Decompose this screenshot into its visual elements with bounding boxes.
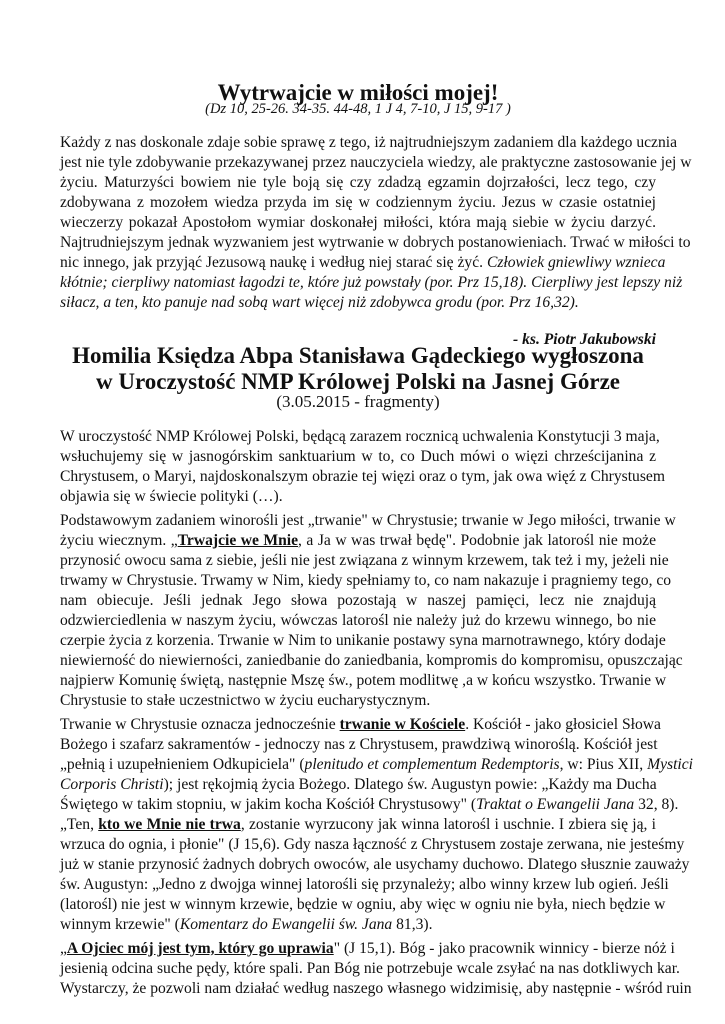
text-run: niewierność do niewierności, zaniedbanie do zaniedbania, kompromis do kompromisu, opuszczając: [60, 652, 683, 669]
text-line: [60, 611, 656, 631]
italic-text: plenitudo et complementum Redemptoris: [304, 756, 560, 773]
homily-paragraph: [60, 427, 665, 507]
homily-title: [60, 343, 656, 395]
text-line: [60, 591, 656, 611]
homily-title-line: Homilia Księdza Abpa Stanisława Gądeckiego wygłoszona: [72, 343, 644, 368]
text-run: św. Augustyn: „Jedno z dwojga winnej latorośli się przynależy; albo winny krzew lub ogień. Jeśli: [60, 876, 669, 893]
text-run: wsłuchujemy się w jasnogórskim sanktuarium w to, co Duch mówi o więzi chrześcijanina z: [60, 448, 656, 465]
text-run: Trwanie w Chrystusie oznacza jednocześnie: [60, 716, 340, 733]
text-line: [60, 815, 656, 835]
emphasized-quote: trwanie w Kościele: [339, 716, 466, 733]
emphasized-quote: kto we Mnie nie trwa: [98, 816, 241, 833]
text-line: [60, 293, 656, 313]
text-run: życiu wiecznym. „: [60, 532, 178, 549]
scripture-references: (Dz 10, 25-26. 34-35. 44-48, 1 J 4, 7-10, J 15, 9-17 ): [205, 101, 511, 117]
text-line: [60, 875, 669, 895]
text-line: [60, 631, 666, 651]
text-line: [60, 253, 666, 273]
article-paragraph: [60, 133, 692, 313]
text-line: [60, 467, 665, 487]
text-run: nic innego, jak przyjąć Jezusową naukę i według niej starać się żyć.: [60, 254, 487, 271]
text-line: [60, 133, 678, 153]
text-line: [60, 487, 656, 507]
text-run: , a Ja w was trwał będę". Podobnie jak latorośl nie może: [298, 532, 657, 549]
italic-text: Mystici: [647, 756, 694, 773]
text-run: objawia się w świecie polityki (…).: [60, 488, 283, 505]
author-signature: - ks. Piotr Jakubowski: [513, 331, 656, 348]
text-line: [60, 671, 667, 691]
text-line: [60, 213, 656, 233]
text-run: „Ten,: [60, 816, 99, 833]
text-line: [60, 531, 656, 551]
text-run: winnym krzewie" (: [60, 916, 180, 933]
emphasized-quote: A Ojciec mój jest tym, który go uprawia: [66, 940, 334, 957]
text-run: Chrystusem, o Maryi, najdoskonalszym obrazie tej więzi oraz o tym, jak owa więź z Chrystusem: [60, 468, 665, 485]
italic-text: kłótnie; cierpliwy natomiast łagodzi te, które już powstały (por. Prz 15,18). Cierpliwy jest lepszy niż: [60, 274, 683, 291]
text-line: [60, 447, 656, 467]
text-run: Każdy z nas doskonale zdaje sobie sprawę z tego, iż najtrudniejszym zadaniem dla każdego ucznia: [60, 134, 678, 151]
italic-text: Komentarz do Ewangelii św. Jana: [179, 916, 393, 933]
text-line: [60, 273, 683, 293]
text-run: W uroczystość NMP Królowej Polski, będącą zarazem rocznicą uchwalenia Konstytucji 3 maja,: [60, 428, 660, 445]
text-run: , zostanie wyrzucony jak winna latorośl i uschnie. I zbiera się ją, i: [240, 816, 656, 833]
homily-date: (3.05.2015 - fragmenty): [276, 392, 440, 411]
text-run: Bożego i szafarz sakramentów - jednoczy nas z Chrystusem, prawdziwą winoroślą. Kościół jest: [60, 736, 658, 753]
homily-paragraph: [60, 511, 683, 711]
text-run: przynosić owocu sama z siebie, jeśli nie jest związana z winnym krzewem, tak też i my, jeżeli nie: [60, 552, 669, 569]
emphasized-quote: Trwajcie we Mnie: [177, 532, 299, 549]
text-run: Podstawowym zadaniem winorośli jest „trwanie" w Chrystusie; trwanie w Jego miłości, trwanie w: [60, 512, 676, 529]
text-line: [60, 979, 692, 999]
text-run: , w: Pius XII,: [559, 756, 648, 773]
italic-text: Traktat o Ewangelii Jana: [476, 796, 635, 813]
text-line: [60, 895, 666, 915]
text-run: . Kościół - jako głosiciel Słowa: [465, 716, 661, 733]
text-run: „pełnią i uzupełnieniem Odkupiciela" (: [60, 756, 305, 773]
text-run: odzwierciedlenia w naszym życiu, wówczas latorośl nie należy już do krzewu winnego, bo nie: [60, 612, 656, 629]
text-line: [60, 775, 656, 795]
text-run: Świętego w takim stopniu, w jakim kocha Kościół Chrystusowy" (: [60, 796, 477, 813]
italic-text: Człowiek gniewliwy wznieca: [486, 254, 666, 271]
text-line: [60, 735, 656, 755]
text-line: [60, 651, 683, 671]
text-line: [60, 755, 694, 775]
text-line: [60, 173, 656, 193]
text-run: ); jest rękojmią życia Bożego. Dlatego św. Augustyn powie: „Każdy ma Ducha: [163, 776, 657, 793]
text-run: jesienią odcina suche pędy, które spali. Pan Bóg nie potrzebuje wcale zsyłać na nas dotkliwych kar.: [60, 960, 680, 977]
text-line: [60, 551, 669, 571]
text-run: nam obiecuje. Jeśli jednak Jego słowa pozostają w naszej pamięci, lecz nie znajdują: [60, 592, 656, 609]
homily-paragraph: [60, 715, 694, 935]
text-run: „: [60, 940, 67, 957]
text-line: [60, 855, 690, 875]
text-line: [60, 153, 692, 173]
text-run: już w stanie przynosić żadnych dobrych owoców, ale usychamy duchowo. Dlatego słusznie zauważy: [60, 856, 690, 873]
text-run: życiu. Maturzyści bowiem nie tyle boją się czy zdadzą egzamin dojrzałości, lecz tego, czy: [60, 174, 656, 191]
text-line: [60, 233, 691, 253]
text-run: 81,3).: [392, 916, 433, 933]
text-line: [60, 511, 676, 531]
text-run: wieczerzy pokazał Apostołom wymiar doskonałej miłości, która mają siebie w życiu darzyć.: [60, 214, 656, 231]
text-run: najpierw Komunię świętą, następnie Mszę św., potem modlitwę ,a w końcu wszystko. Trwanie w: [60, 672, 667, 689]
text-run: Najtrudniejszym jednak wyzwaniem jest wytrwanie w dobrych postanowieniach. Trwać w miłości to: [60, 234, 691, 251]
text-line: [60, 939, 675, 959]
text-run: zdobywana z mozołem wiedza przyda im się w codziennym życiu. Jezus w czasie ostatniej: [60, 194, 656, 211]
text-line: [60, 193, 656, 213]
text-line: [60, 571, 672, 591]
text-run: trwamy w Chrystusie. Trwamy w Nim, kiedy spełniamy to, co nam nakazuje i pragniemy tego, co: [60, 572, 672, 589]
italic-text: siłacz, a ten, kto panuje nad sobą wart więcej niż zdobywca grodu (por. Prz 16,32).: [60, 294, 579, 311]
text-run: jest nie tyle zdobywanie przekazywanej przez nauczyciela wiedzy, ale praktyczne zastosowanie jej w: [60, 154, 692, 171]
text-run: wrzuca do ognia, i płonie" (J 15,6). Gdy nasza łączność z Chrystusem zostaje zerwana, nie jesteśmy: [60, 836, 685, 853]
text-line: [60, 691, 656, 711]
homily-title-line: w Uroczystość NMP Królowej Polski na Jasnej Górze: [95, 369, 620, 394]
text-run: " (J 15,1). Bóg - jako pracownik winnicy - bierze nóż i: [333, 940, 675, 957]
text-run: Wystarczy, że pozwoli nam działać według naszego własnego widzimisię, aby następnie - wśród ruin: [60, 980, 692, 997]
text-line: [60, 835, 685, 855]
text-run: czerpie życia z korzenia. Trwanie w Nim to unikanie postawy syna marnotrawnego, który dodaje: [60, 632, 666, 649]
text-line: [60, 959, 680, 979]
homily-paragraph: [60, 939, 692, 999]
article-title: Wytrwajcie w miłości mojej!: [217, 80, 499, 105]
text-line: [60, 715, 661, 735]
text-run: 32, 8).: [634, 796, 679, 813]
text-line: [60, 915, 656, 935]
text-run: (latorośl) nie jest w winnym krzewie, będzie w ogniu, aby więc w ogniu nie była, niech będzie w: [60, 896, 666, 913]
text-run: Chrystusie to stałe uczestnictwo w życiu eucharystycznym.: [60, 692, 431, 709]
text-line: [60, 795, 679, 815]
text-line: [60, 427, 660, 447]
italic-text: Corporis Christi: [60, 776, 164, 793]
